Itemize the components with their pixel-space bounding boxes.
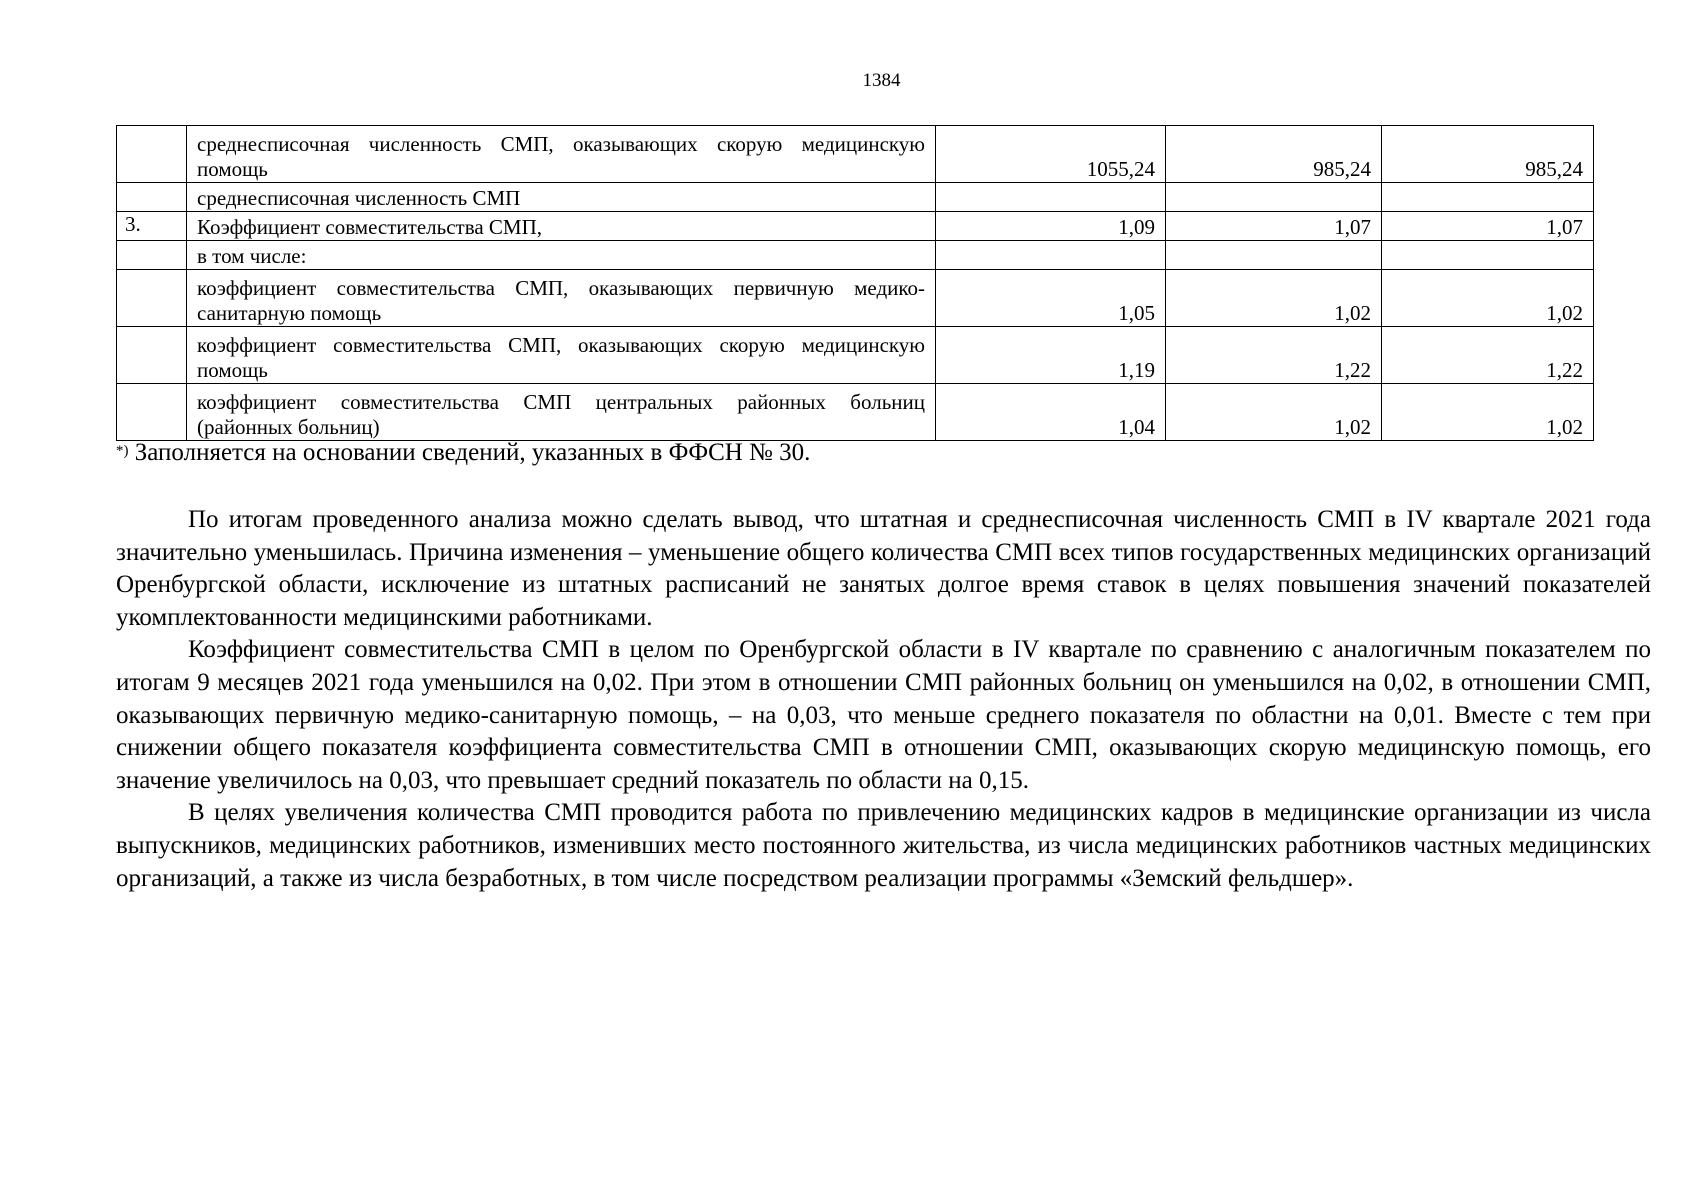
value-cell: 1,02 <box>1166 384 1382 441</box>
row-description: коэффициент совместительства СМП, оказывающих скорую медицинскую помощь <box>187 327 936 384</box>
value-cell <box>1166 241 1382 270</box>
row-number <box>117 270 187 327</box>
row-number: 3. <box>117 212 187 241</box>
table-row <box>117 327 1594 384</box>
table-row <box>117 241 1594 270</box>
value-cell <box>1382 183 1594 212</box>
value-cell: 985,24 <box>1382 126 1594 183</box>
footnote-marker: *) <box>116 443 129 459</box>
value-cell: 1,09 <box>936 212 1166 241</box>
row-description: коэффициент совместительства СМП центральных районных больниц (районных больниц) <box>187 384 936 441</box>
table-footnote <box>116 438 810 468</box>
row-description: Коэффициент совместительства СМП, <box>187 212 936 241</box>
value-cell: 1,04 <box>936 384 1166 441</box>
value-cell: 1,19 <box>936 327 1166 384</box>
value-cell <box>936 183 1166 212</box>
indicators-table <box>116 125 1594 441</box>
row-number <box>117 384 187 441</box>
row-number <box>117 241 187 270</box>
paragraph: Коэффициент совместительства СМП в целом по Оренбургской области в IV квартале по сравнению с аналогичным показателем по итогам 9 месяцев 2021 года уменьшился на 0,02. При этом в отношении СМП районных больниц он уменьшился на 0,02, в отношении СМП, оказывающих первичную медико-санитарную помощь, – на 0,03, что меньше среднего показателя по областни на 0,01. Вместе с тем при снижении общего показателя коэффициента совместительства СМП в отношении СМП, оказывающих скорую медицинскую помощь, его значение увеличилось на 0,03, что превышает средний показатель по области на 0,15. <box>116 636 1651 794</box>
table-row <box>117 212 1594 241</box>
row-description: в том числе: <box>187 241 936 270</box>
body-text <box>116 504 1651 895</box>
value-cell <box>1166 183 1382 212</box>
value-cell: 1055,24 <box>936 126 1166 183</box>
value-cell: 1,02 <box>1382 384 1594 441</box>
row-description: среднесписочная численность СМП, оказывающих скорую медицинскую помощь <box>187 126 936 183</box>
value-cell: 1,02 <box>1382 270 1594 327</box>
row-description: коэффициент совместительства СМП, оказывающих первичную медико-санитарную помощь <box>187 270 936 327</box>
value-cell: 1,05 <box>936 270 1166 327</box>
paragraph: По итогам проведенного анализа можно сделать вывод, что штатная и среднесписочная численность СМП в IV квартале 2021 года значительно уменьшилась. Причина изменения – уменьшение общего количества СМП всех типов государственных медицинских организаций Оренбургской области, исключение из штатных расписаний не занятых долгое время ставок в целях повышения значений показателей укомплектованности медицинскими работниками. <box>116 506 1651 631</box>
table-row <box>117 126 1594 183</box>
paragraph: В целях увеличения количества СМП проводится работа по привлечению медицинских кадров в медицинские организации из числа выпускников, медицинских работников, изменивших место постоянного жительства, из числа медицинских работников частных медицинских организаций, а также из числа безработных, в том числе посредством реализации программы «Земский фельдшер». <box>116 799 1651 892</box>
value-cell: 1,22 <box>1382 327 1594 384</box>
row-number <box>117 327 187 384</box>
row-number <box>117 126 187 183</box>
value-cell: 1,07 <box>1382 212 1594 241</box>
row-number <box>117 183 187 212</box>
value-cell <box>936 241 1166 270</box>
value-cell: 1,07 <box>1166 212 1382 241</box>
value-cell: 1,02 <box>1166 270 1382 327</box>
page-number: 1384 <box>862 70 901 91</box>
table-row <box>117 270 1594 327</box>
footnote-text: Заполняется на основании сведений, указанных в ФФСН № 30. <box>128 439 811 466</box>
value-cell: 985,24 <box>1166 126 1382 183</box>
row-description: среднесписочная численность СМП <box>187 183 936 212</box>
table-row <box>117 183 1594 212</box>
value-cell <box>1382 241 1594 270</box>
value-cell: 1,22 <box>1166 327 1382 384</box>
table-row <box>117 384 1594 441</box>
